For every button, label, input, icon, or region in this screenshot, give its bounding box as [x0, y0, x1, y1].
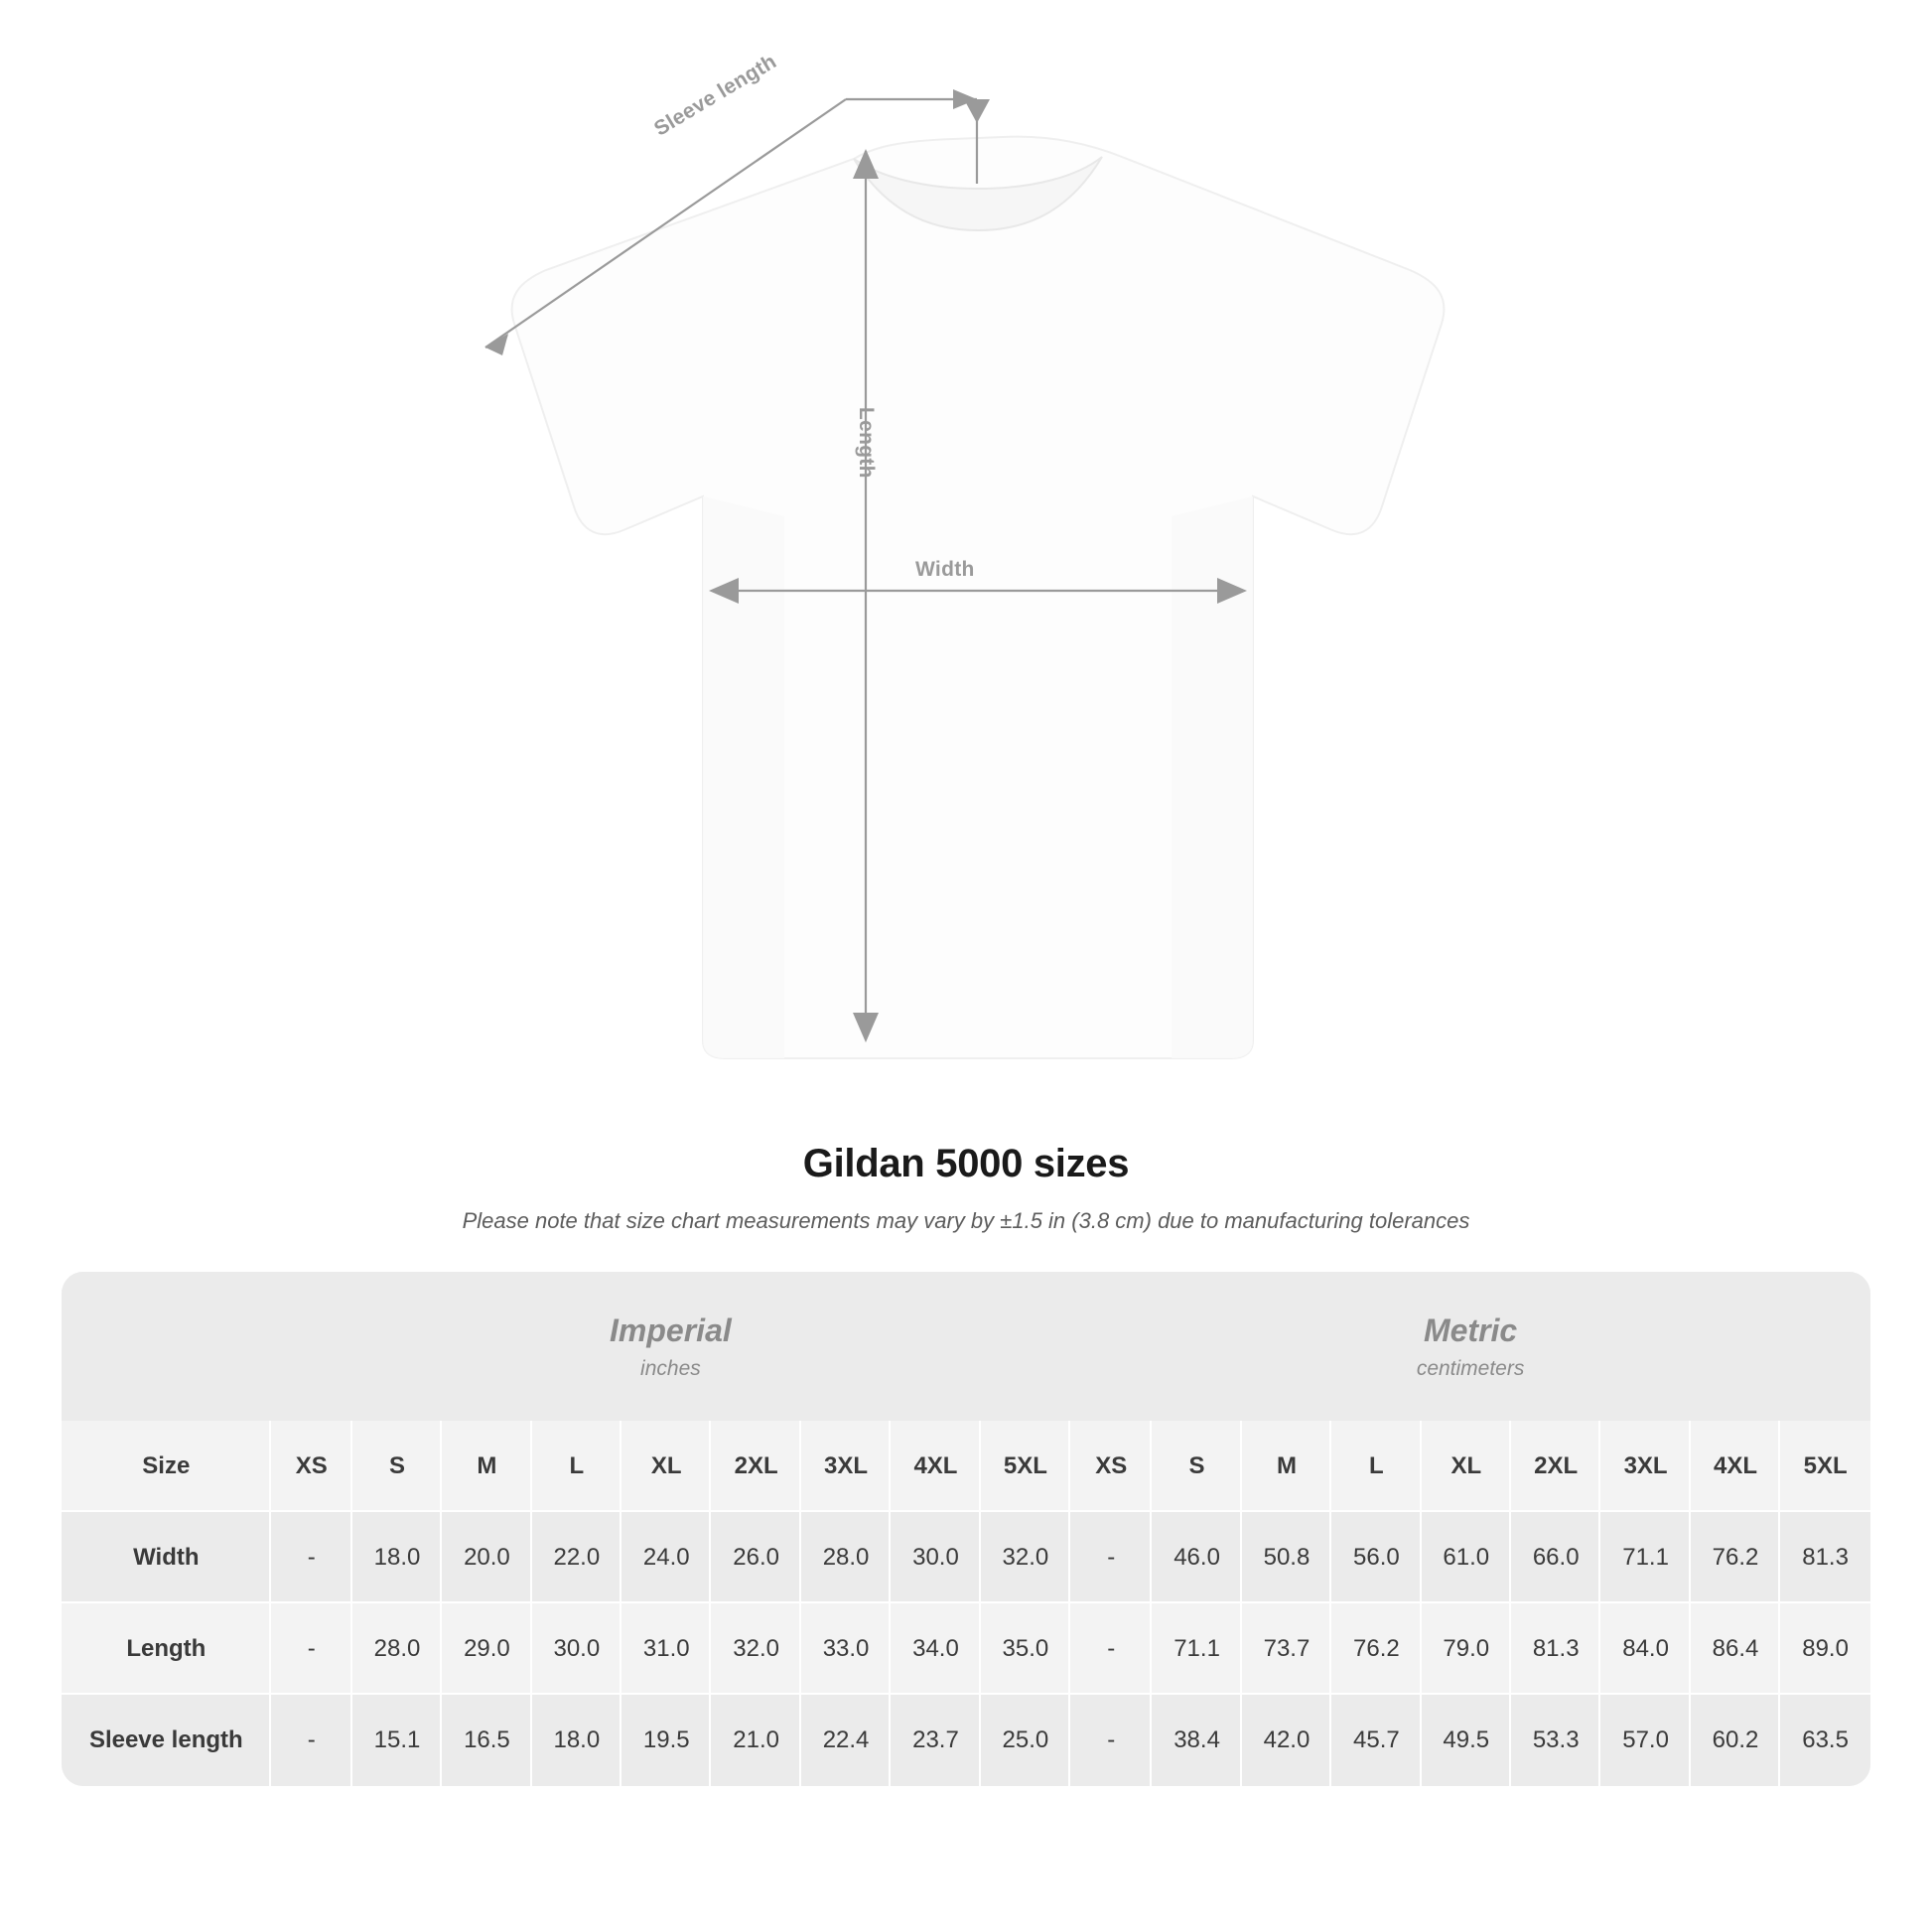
row-label-width: Width — [62, 1512, 271, 1603]
header-metric-5xl: 5XL — [1780, 1421, 1870, 1512]
header-size: Size — [62, 1421, 271, 1512]
header-imperial-4xl: 4XL — [891, 1421, 980, 1512]
tolerance-note: Please note that size chart measurements may vary by ±1.5 in (3.8 cm) due to manufacturing tolerances — [462, 1208, 1470, 1233]
cell-sleeve-metric-xs: - — [1070, 1695, 1152, 1786]
system-header-row — [62, 1272, 1870, 1421]
system-unit-imperial: inches — [640, 1356, 701, 1380]
header-imperial-xl: XL — [621, 1421, 711, 1512]
cell-sleeve-imperial-xs: - — [271, 1695, 352, 1786]
header-metric-s: S — [1152, 1421, 1241, 1512]
cell-length-metric-s: 71.1 — [1152, 1603, 1241, 1695]
cell-sleeve-metric-m: 42.0 — [1242, 1695, 1331, 1786]
system-header-spacer — [62, 1272, 271, 1421]
cell-width-metric-m: 50.8 — [1242, 1512, 1331, 1603]
header-imperial-xs: XS — [271, 1421, 352, 1512]
header-metric-3xl: 3XL — [1600, 1421, 1690, 1512]
tshirt-shape — [512, 137, 1445, 1058]
table-row — [62, 1603, 1870, 1695]
header-metric-xs: XS — [1070, 1421, 1152, 1512]
cell-length-metric-xs: - — [1070, 1603, 1152, 1695]
row-label-sleeve-length: Sleeve length — [62, 1695, 271, 1786]
page-title: Gildan 5000 sizes — [802, 1142, 1130, 1185]
sleeve-length-label: Sleeve length — [650, 50, 781, 141]
cell-sleeve-imperial-l: 18.0 — [532, 1695, 621, 1786]
chart-heading — [0, 1142, 1932, 1234]
cell-sleeve-imperial-s: 15.1 — [352, 1695, 442, 1786]
cell-width-metric-l: 56.0 — [1331, 1512, 1421, 1603]
header-imperial-l: L — [532, 1421, 621, 1512]
header-metric-l: L — [1331, 1421, 1421, 1512]
cell-length-imperial-xl: 31.0 — [621, 1603, 711, 1695]
header-metric-2xl: 2XL — [1511, 1421, 1600, 1512]
header-metric-4xl: 4XL — [1691, 1421, 1780, 1512]
cell-width-imperial-xl: 24.0 — [621, 1512, 711, 1603]
cell-width-imperial-2xl: 26.0 — [711, 1512, 800, 1603]
header-imperial-s: S — [352, 1421, 442, 1512]
cell-length-imperial-xs: - — [271, 1603, 352, 1695]
length-label: Length — [855, 407, 878, 479]
cell-sleeve-imperial-3xl: 22.4 — [801, 1695, 891, 1786]
header-imperial-5xl: 5XL — [981, 1421, 1071, 1512]
table-row — [62, 1695, 1870, 1786]
cell-sleeve-imperial-5xl: 25.0 — [981, 1695, 1071, 1786]
width-label: Width — [915, 558, 975, 581]
cell-sleeve-metric-3xl: 57.0 — [1600, 1695, 1690, 1786]
cell-width-metric-s: 46.0 — [1152, 1512, 1241, 1603]
system-header-imperial — [271, 1272, 1071, 1421]
size-header-row — [62, 1421, 1870, 1512]
cell-length-imperial-m: 29.0 — [442, 1603, 531, 1695]
cell-sleeve-metric-5xl: 63.5 — [1780, 1695, 1870, 1786]
cell-length-imperial-4xl: 34.0 — [891, 1603, 980, 1695]
cell-width-imperial-l: 22.0 — [532, 1512, 621, 1603]
cell-length-metric-m: 73.7 — [1242, 1603, 1331, 1695]
cell-length-imperial-l: 30.0 — [532, 1603, 621, 1695]
cell-width-metric-3xl: 71.1 — [1600, 1512, 1690, 1603]
cell-length-imperial-s: 28.0 — [352, 1603, 442, 1695]
system-name-metric: Metric — [1423, 1311, 1518, 1348]
size-chart-table-wrapper — [62, 1272, 1870, 1786]
system-name-imperial: Imperial — [610, 1311, 732, 1348]
cell-sleeve-metric-xl: 49.5 — [1422, 1695, 1511, 1786]
cell-width-imperial-m: 20.0 — [442, 1512, 531, 1603]
cell-width-imperial-3xl: 28.0 — [801, 1512, 891, 1603]
size-chart-table — [62, 1272, 1870, 1786]
cell-width-metric-xl: 61.0 — [1422, 1512, 1511, 1603]
cell-width-metric-2xl: 66.0 — [1511, 1512, 1600, 1603]
cell-length-metric-4xl: 86.4 — [1691, 1603, 1780, 1695]
cell-length-metric-5xl: 89.0 — [1780, 1603, 1870, 1695]
header-metric-xl: XL — [1422, 1421, 1511, 1512]
cell-length-metric-2xl: 81.3 — [1511, 1603, 1600, 1695]
header-imperial-2xl: 2XL — [711, 1421, 800, 1512]
cell-width-imperial-5xl: 32.0 — [981, 1512, 1071, 1603]
table-row — [62, 1512, 1870, 1603]
cell-sleeve-metric-2xl: 53.3 — [1511, 1695, 1600, 1786]
header-imperial-m: M — [442, 1421, 531, 1512]
header-metric-m: M — [1242, 1421, 1331, 1512]
cell-sleeve-metric-l: 45.7 — [1331, 1695, 1421, 1786]
cell-width-metric-4xl: 76.2 — [1691, 1512, 1780, 1603]
cell-sleeve-metric-s: 38.4 — [1152, 1695, 1241, 1786]
cell-width-metric-5xl: 81.3 — [1780, 1512, 1870, 1603]
cell-width-metric-xs: - — [1070, 1512, 1152, 1603]
cell-sleeve-imperial-m: 16.5 — [442, 1695, 531, 1786]
cell-sleeve-imperial-4xl: 23.7 — [891, 1695, 980, 1786]
cell-length-metric-3xl: 84.0 — [1600, 1603, 1690, 1695]
system-header-metric — [1070, 1272, 1870, 1421]
cell-sleeve-imperial-xl: 19.5 — [621, 1695, 711, 1786]
cell-length-metric-xl: 79.0 — [1422, 1603, 1511, 1695]
cell-sleeve-metric-4xl: 60.2 — [1691, 1695, 1780, 1786]
cell-width-imperial-4xl: 30.0 — [891, 1512, 980, 1603]
cell-width-imperial-xs: - — [271, 1512, 352, 1603]
cell-sleeve-imperial-2xl: 21.0 — [711, 1695, 800, 1786]
cell-length-imperial-2xl: 32.0 — [711, 1603, 800, 1695]
row-label-length: Length — [62, 1603, 271, 1695]
cell-length-imperial-5xl: 35.0 — [981, 1603, 1071, 1695]
cell-width-imperial-s: 18.0 — [352, 1512, 442, 1603]
system-unit-metric: centimeters — [1416, 1356, 1525, 1380]
cell-length-metric-l: 76.2 — [1331, 1603, 1421, 1695]
cell-length-imperial-3xl: 33.0 — [801, 1603, 891, 1695]
header-imperial-3xl: 3XL — [801, 1421, 891, 1512]
